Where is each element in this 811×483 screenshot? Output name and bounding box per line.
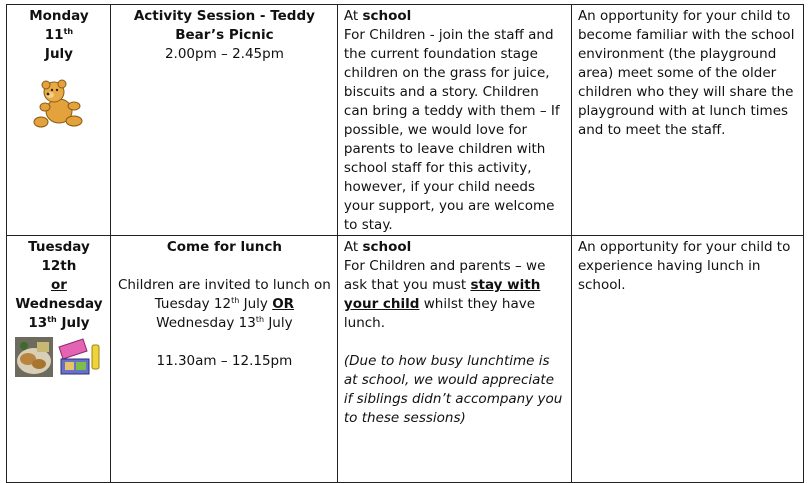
invite-text: Children are invited to lunch on: [117, 277, 331, 293]
lunchbox-icon: [55, 337, 103, 383]
location-prefix: At: [343, 8, 359, 24]
teddy-bear-icon: [13, 78, 105, 136]
purpose-cell: [571, 5, 803, 236]
date-suffix: th: [63, 27, 74, 36]
activity-cell: [110, 236, 337, 483]
table-row: [7, 236, 804, 483]
activity-title: Come for lunch: [166, 239, 282, 255]
note-text: (Due to how busy lunchtime is at school, we would appreciate if siblings didn’t accompany you to these sessions): [343, 353, 563, 426]
table-row: [7, 5, 804, 236]
invite-tuesday-month: July: [243, 296, 268, 312]
invite-or: OR: [272, 296, 295, 312]
date-month: July: [44, 46, 73, 62]
date-cell: [7, 236, 111, 483]
activity-time: 11.30am – 12.15pm: [156, 353, 293, 369]
purpose-text: An opportunity for your child to become familiar with the school environment (the playground area) meet some of the older children who they will share the playground with at lunch times and to meet the staff.: [577, 8, 795, 138]
location-cell: [337, 5, 571, 236]
lunch-plate-icon: [15, 337, 53, 383]
date-cell: [7, 5, 111, 236]
location-prefix: At: [343, 239, 359, 255]
location-cell: [337, 236, 571, 483]
date-suffix: th: [47, 315, 57, 324]
date-num: 13: [28, 315, 48, 331]
location-text: school: [362, 8, 412, 24]
invite-tuesday-suffix: th: [231, 296, 240, 305]
invite-tuesday: Tuesday 12: [154, 296, 232, 312]
details-text: For Children - join the staff and the current foundation stage children on the grass for juice, biscuits and a story. Children can bring a teddy with them – If possible, we would love for parents to leave children with school staff for this activity, however, if your child needs your support, you are welcome to stay.: [343, 27, 560, 233]
activity-title-line1: Activity Session - Teddy: [133, 8, 315, 24]
details-text-end: whilst they have lunch.: [343, 296, 536, 331]
details-text: For Children and parents – we ask that you must: [343, 258, 546, 293]
date-text: Monday 11: [29, 8, 89, 43]
invite-wednesday-month: July: [268, 315, 293, 331]
invite-wednesday: Wednesday 13: [156, 315, 256, 331]
date-text: Tuesday 12th: [28, 239, 90, 274]
location-text: school: [362, 239, 412, 255]
purpose-cell: [571, 236, 803, 483]
invite-wednesday-suffix: th: [255, 315, 265, 324]
purpose-text: An opportunity for your child to experience having lunch in school.: [577, 239, 791, 293]
date-month: July: [61, 315, 90, 331]
activity-title-line2: Bear’s Picnic: [175, 27, 274, 43]
schedule-table: [6, 4, 804, 483]
activity-cell: [110, 5, 337, 236]
date-text-2: Wednesday: [15, 296, 103, 312]
date-or: or: [50, 277, 67, 293]
activity-time: 2.00pm – 2.45pm: [164, 46, 284, 62]
details-emphasis: stay with your child: [343, 277, 541, 312]
